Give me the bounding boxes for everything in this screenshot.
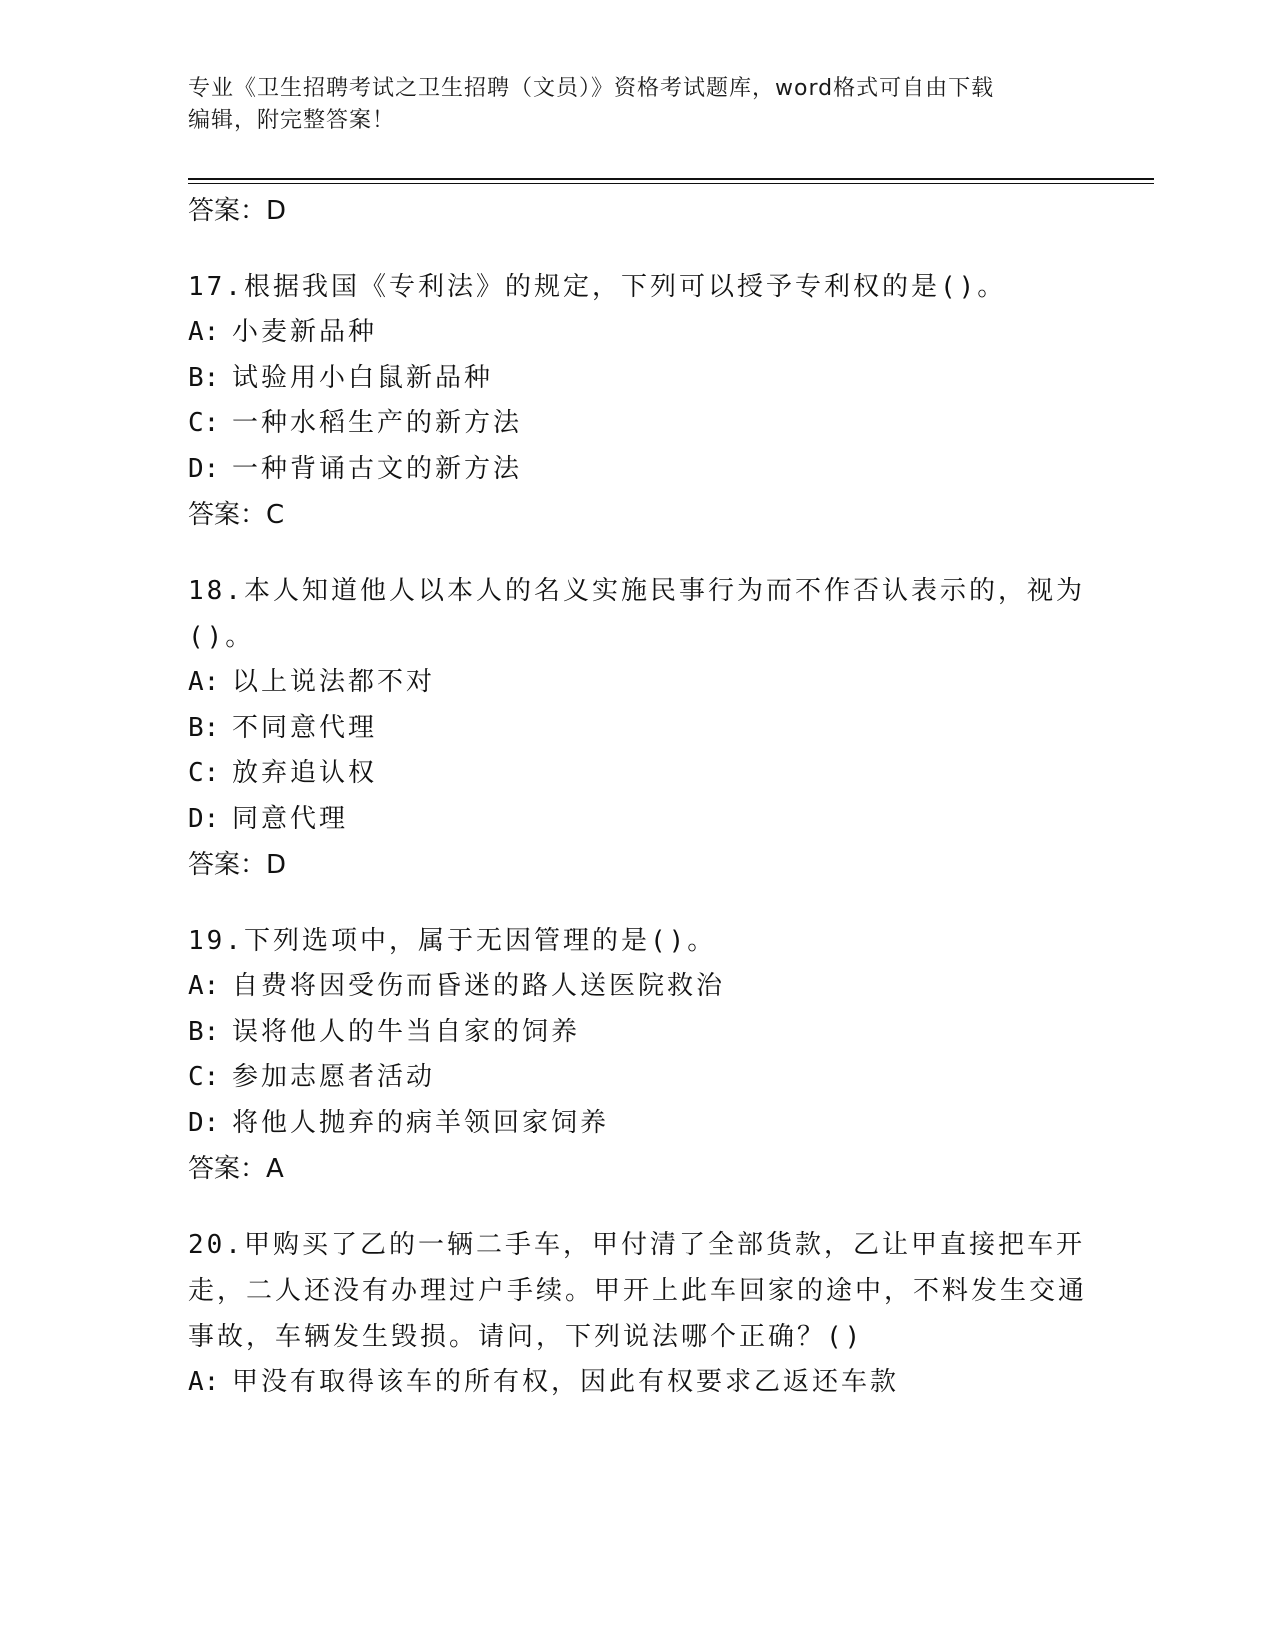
option-c [188, 401, 1088, 447]
option-text: 不同意代理 [232, 712, 378, 743]
question-19 [188, 918, 1088, 1192]
option-letter: C: [188, 1062, 220, 1092]
option-letter: B: [188, 362, 220, 393]
question-17 [188, 264, 1088, 538]
question-text: 19.下列选项中，属于无因管理的是()。 [188, 926, 717, 956]
option-c [188, 1055, 1088, 1101]
question-18 [188, 568, 1088, 888]
header-line-2: 编辑，附完整答案！ [188, 108, 396, 133]
answer-line: 答案：D [188, 196, 287, 226]
option-text: 甲没有取得该车的所有权，因此有权要求乙返还车款 [232, 1367, 900, 1397]
option-text: 以上说法都不对 [232, 667, 436, 697]
option-d [188, 447, 1088, 493]
option-a [188, 1360, 1088, 1406]
document-header [188, 73, 1068, 137]
option-letter: A: [188, 667, 220, 697]
option-text: 放弃追认权 [232, 758, 378, 788]
option-letter: C: [188, 408, 220, 438]
option-a [188, 660, 1088, 706]
question-list [188, 188, 1088, 1406]
option-text: 试验用小白鼠新品种 [232, 362, 494, 393]
question-20 [188, 1222, 1088, 1406]
option-d [188, 1101, 1088, 1147]
option-text: 一种水稻生产的新方法 [232, 408, 523, 438]
header-rule-thick [188, 178, 1154, 180]
option-text: 自费将因受伤而昏迷的路人送医院救治 [232, 971, 726, 1001]
option-letter: C: [188, 758, 220, 788]
question-text: 17.根据我国《专利法》的规定，下列可以授予专利权的是()。 [188, 272, 1007, 302]
option-text: 参加志愿者活动 [232, 1062, 436, 1092]
answer-line: 答案：D [188, 850, 287, 880]
option-b [188, 706, 1088, 752]
option-text: 一种背诵古文的新方法 [232, 453, 523, 484]
question-text: 20.甲购买了乙的一辆二手车，甲付清了全部货款，乙让甲直接把车开走，二人还没有办理过户手续。甲开上此车回家的途中，不料发生交通事故，车辆发生毁损。请问，下列说法哪个正确？() [188, 1230, 1088, 1352]
option-letter: D: [188, 803, 220, 834]
option-text: 将他人抛弃的病羊领回家饲养 [232, 1107, 610, 1138]
header-line-1: 专业《卫生招聘考试之卫生招聘（文员）》资格考试题库，word格式可自由下载 [188, 76, 995, 101]
option-letter: A: [188, 1367, 220, 1397]
option-c [188, 751, 1088, 797]
option-letter: D: [188, 1107, 220, 1138]
option-d [188, 797, 1088, 843]
option-letter: B: [188, 1016, 220, 1047]
option-text: 误将他人的牛当自家的饲养 [232, 1016, 581, 1047]
option-b [188, 356, 1088, 402]
option-a [188, 964, 1088, 1010]
option-b [188, 1010, 1088, 1056]
option-letter: A: [188, 971, 220, 1001]
answer-line: 答案：A [188, 1154, 284, 1184]
option-text: 同意代理 [232, 803, 349, 834]
option-letter: D: [188, 453, 220, 484]
option-letter: B: [188, 712, 220, 743]
option-letter: A: [188, 317, 220, 347]
option-text: 小麦新品种 [232, 317, 378, 347]
question-text: 18.本人知道他人以本人的名义实施民事行为而不作否认表示的，视为()。 [188, 576, 1085, 652]
option-a [188, 310, 1088, 356]
header-rule-thin [188, 183, 1154, 184]
answer-line: 答案：C [188, 500, 285, 530]
